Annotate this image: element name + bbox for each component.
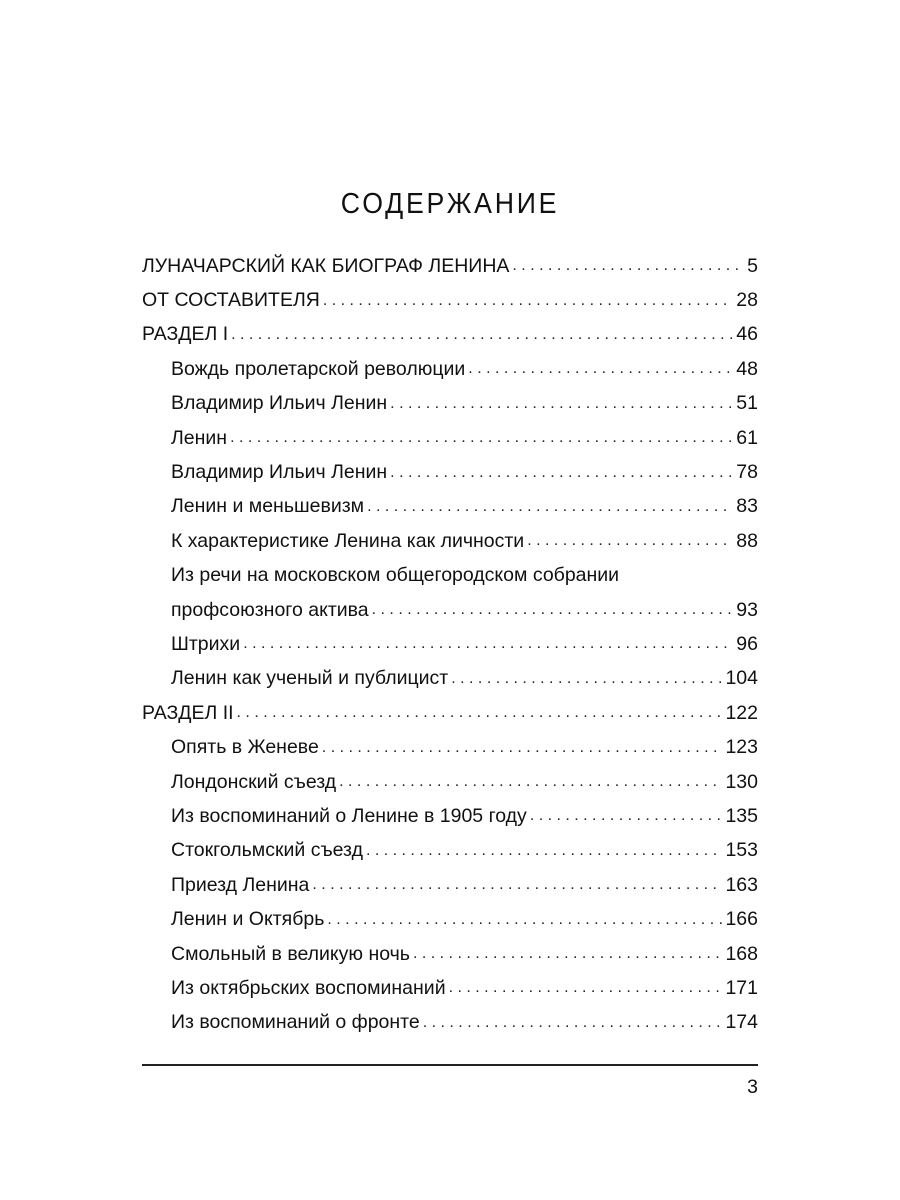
toc-entry-title: Приезд Ленина <box>171 873 310 896</box>
page-number: 3 <box>747 1076 758 1098</box>
toc-entry-title: Штрихи <box>171 632 241 655</box>
toc-dot-leader <box>237 696 723 730</box>
toc-dot-leader <box>512 249 744 283</box>
toc-entry-title: профсоюзного актива <box>171 598 369 621</box>
toc-entry-page: 174 <box>725 1011 758 1034</box>
footer-divider <box>142 1064 758 1066</box>
toc-entry-page: 83 <box>736 495 758 518</box>
toc-entry <box>142 902 758 936</box>
toc-entry <box>142 283 758 317</box>
toc-dot-leader <box>413 937 722 971</box>
toc-entry-page: 78 <box>736 461 758 484</box>
toc-entry-title: Из воспоминаний о фронте <box>171 1011 420 1034</box>
toc-entry-title: Из воспоминаний о Ленине в 1905 году <box>171 804 527 827</box>
toc-entry-page: 171 <box>725 976 758 999</box>
toc-entry-title: Из речи на московском общегородском собрании <box>171 564 620 587</box>
toc-dot-leader <box>423 1006 723 1040</box>
toc-entry-title: ОТ СОСТАВИТЕЛЯ <box>142 289 320 312</box>
toc-entry-title: ЛУНАЧАРСКИЙ КАК БИОГРАФ ЛЕНИНА <box>142 254 510 277</box>
toc-dot-leader <box>390 387 733 421</box>
page-title: СОДЕРЖАНИЕ <box>340 188 560 220</box>
toc-dot-leader <box>230 421 733 455</box>
toc-entry-title: РАЗДЕЛ II <box>142 701 234 724</box>
toc-entry-page: 5 <box>747 254 758 277</box>
toc-entry-title: К характеристике Ленина как личности <box>171 529 525 552</box>
toc-entry <box>142 937 758 971</box>
toc-entry <box>142 387 758 421</box>
toc-entry-page: 166 <box>725 908 758 931</box>
toc-entry-page: 163 <box>725 873 758 896</box>
toc-entry-title: Стокгольмский съезд <box>171 839 363 862</box>
toc-entry <box>142 662 758 696</box>
toc-dot-leader <box>372 593 734 627</box>
toc-entry <box>142 318 758 352</box>
toc-dot-leader <box>327 903 722 937</box>
toc-entry-title: Ленин и Октябрь <box>171 908 325 931</box>
toc-dot-leader <box>322 731 723 765</box>
toc-entry-title: Владимир Ильич Ленин <box>171 461 388 484</box>
toc-entry-title: РАЗДЕЛ I <box>142 323 229 346</box>
toc-entry <box>142 834 758 868</box>
table-of-contents <box>142 249 758 1040</box>
toc-dot-leader <box>243 627 733 661</box>
toc-entry-title: Вождь пролетарской революции <box>171 357 466 380</box>
toc-entry <box>142 524 758 558</box>
toc-entry-page: 168 <box>725 942 758 965</box>
toc-entry-title: Из октябрьских воспоминаний <box>171 976 446 999</box>
toc-entry <box>142 868 758 902</box>
toc-entry-page: 130 <box>725 770 758 793</box>
toc-entry-page: 96 <box>736 632 758 655</box>
toc-entry-page: 122 <box>725 701 758 724</box>
toc-entry <box>142 730 758 764</box>
toc-entry-page: 104 <box>725 667 758 690</box>
toc-dot-leader <box>366 834 723 868</box>
toc-entry <box>142 627 758 661</box>
toc-dot-leader <box>449 971 723 1005</box>
toc-entry <box>142 490 758 524</box>
toc-entry <box>142 799 758 833</box>
toc-entry-title: Ленин <box>171 426 228 449</box>
toc-dot-leader <box>451 662 722 696</box>
toc-entry-title: Ленин и меньшевизм <box>171 495 365 518</box>
toc-entry <box>142 696 758 730</box>
toc-entry-page: 135 <box>725 804 758 827</box>
toc-dot-leader <box>231 318 733 352</box>
toc-dot-leader <box>339 765 722 799</box>
toc-dot-leader <box>323 284 733 318</box>
toc-dot-leader <box>527 524 733 558</box>
toc-entry <box>142 455 758 489</box>
toc-entry-title: Смольный в великую ночь <box>171 942 410 965</box>
toc-entry <box>142 971 758 1005</box>
toc-entry <box>142 593 758 627</box>
toc-dot-leader <box>530 799 723 833</box>
toc-entry <box>142 249 758 283</box>
toc-entry-page: 48 <box>736 357 758 380</box>
toc-entry-page: 28 <box>736 289 758 312</box>
toc-dot-leader <box>468 352 733 386</box>
toc-entry-title: Лондонский съезд <box>171 770 337 793</box>
toc-entry-title: Владимир Ильич Ленин <box>171 392 388 415</box>
toc-entry-page: 88 <box>736 529 758 552</box>
toc-entry <box>142 765 758 799</box>
toc-entry-page: 93 <box>736 598 758 621</box>
toc-entry-page: 51 <box>736 392 758 415</box>
toc-entry <box>142 421 758 455</box>
toc-entry-title: Ленин как ученый и публицист <box>171 667 449 690</box>
toc-entry <box>142 1006 758 1040</box>
toc-entry-page: 123 <box>725 736 758 759</box>
toc-entry-title: Опять в Женеве <box>171 736 319 759</box>
toc-entry <box>142 559 758 593</box>
toc-entry-page: 61 <box>736 426 758 449</box>
toc-entry-page: 46 <box>736 323 758 346</box>
toc-dot-leader <box>390 456 733 490</box>
toc-dot-leader <box>312 868 722 902</box>
toc-dot-leader <box>367 490 733 524</box>
toc-entry-page: 153 <box>725 839 758 862</box>
toc-entry <box>142 352 758 386</box>
